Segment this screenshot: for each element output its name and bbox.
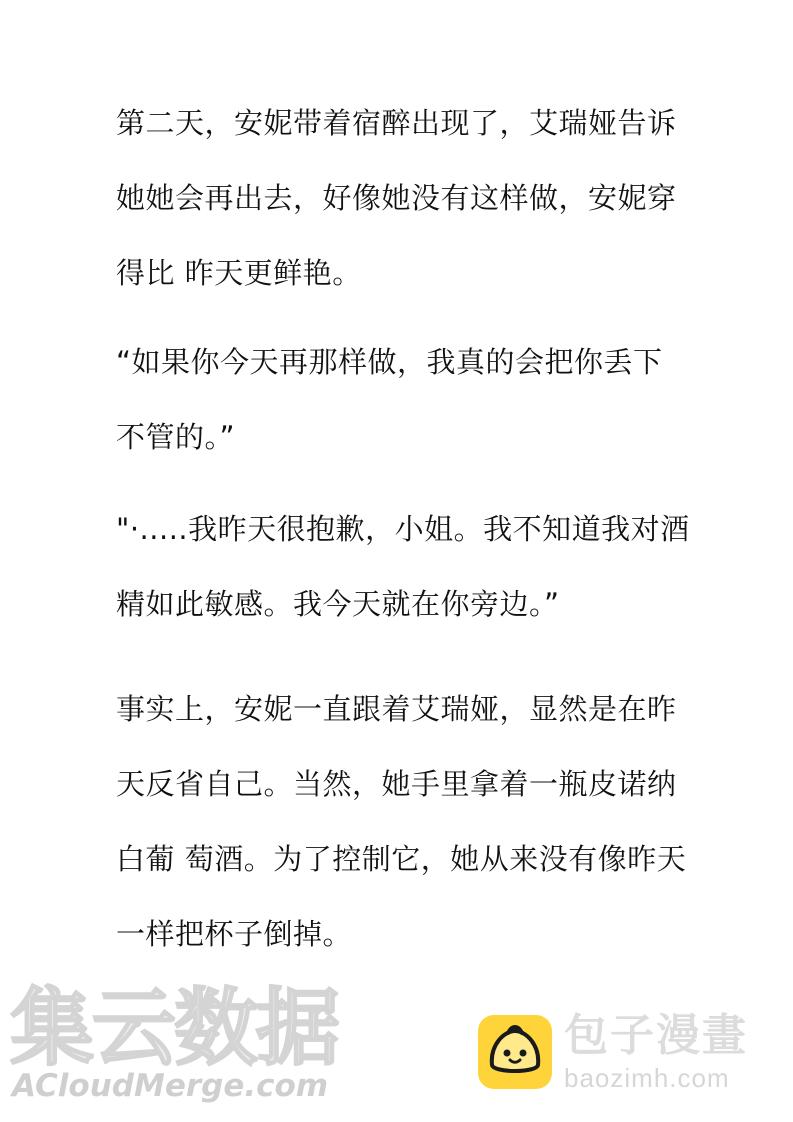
- text-line: 精如此敏感。我今天就在你旁边。”: [116, 587, 560, 621]
- text-line: 不管的。”: [116, 420, 236, 454]
- watermark-title: 包子漫畫: [564, 1010, 748, 1061]
- text-line: 得比 昨天更鲜艳。: [116, 256, 362, 290]
- text-line: 她她会再出去，好像她没有这样做，安妮穿: [116, 181, 677, 215]
- text-line: 天反省自己。当然，她手里拿着一瓶皮诺纳: [116, 767, 677, 801]
- bun-face-icon: [478, 1015, 552, 1089]
- text-line: 第二天，安妮带着宿醉出现了，艾瑞娅告诉: [116, 106, 677, 140]
- text-line: 白葡 萄酒。为了控制它，她从来没有像昨天: [116, 842, 687, 876]
- watermark-url: baozimh.com: [564, 1063, 730, 1093]
- watermark-cjk-text: 集云数据: [10, 979, 339, 1077]
- text-line: 一样把杯子倒掉。: [116, 917, 353, 951]
- watermark-acloudmerge: [8, 980, 388, 1110]
- text-line: 事实上，安妮一直跟着艾瑞娅，显然是在昨: [116, 692, 677, 726]
- text-line: “如果你今天再那样做，我真的会把你丢下: [116, 345, 663, 379]
- watermark-latin-text: ACloudMerge.com: [12, 1068, 329, 1104]
- text-line: "·.....我昨天很抱歉，小姐。我不知道我对酒: [116, 512, 690, 546]
- watermark-baozimh: [478, 1010, 778, 1095]
